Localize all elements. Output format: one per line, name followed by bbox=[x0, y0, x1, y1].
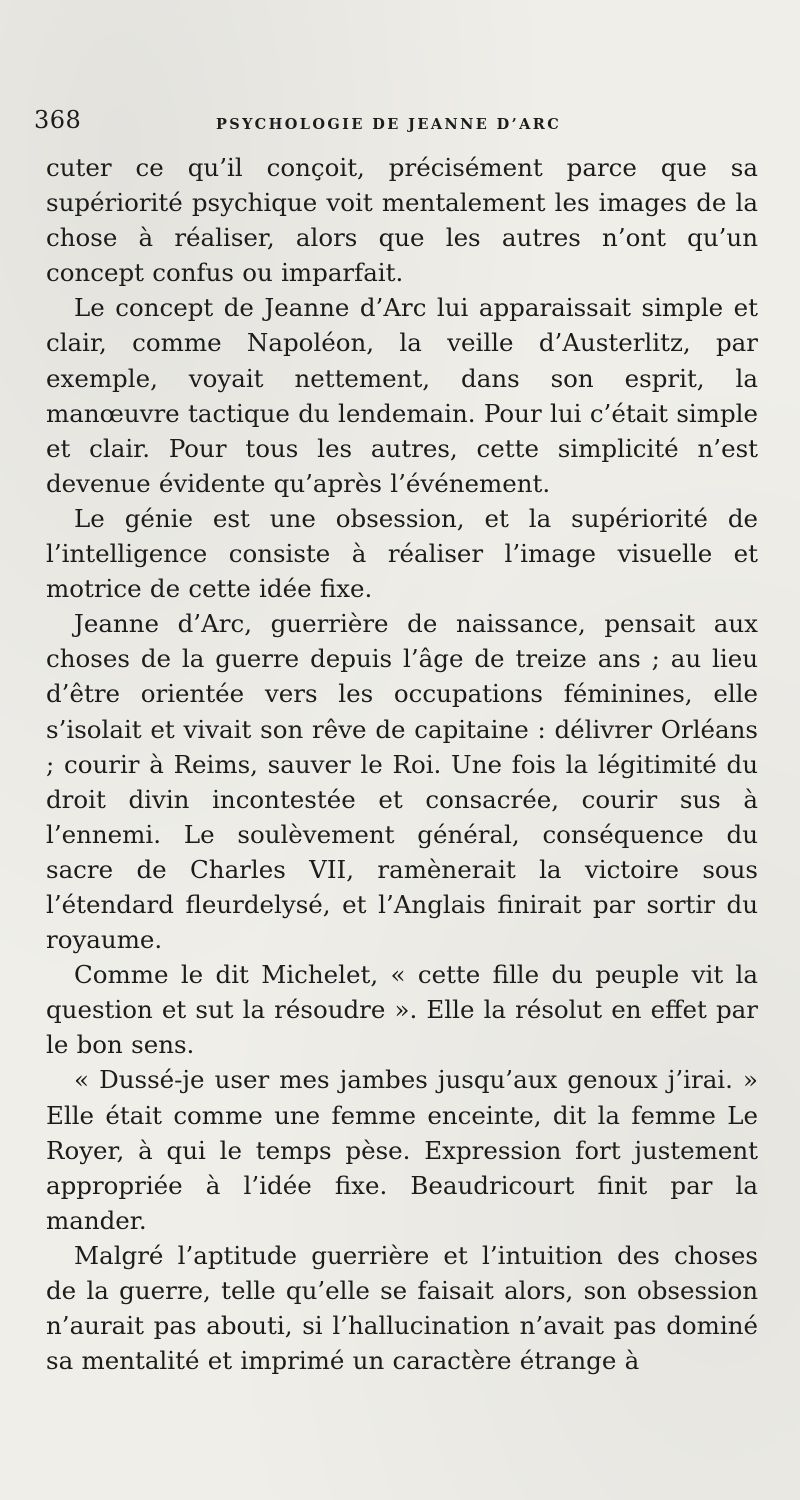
paragraph: « Dussé-je user mes jambes jusqu’aux genoux j’irai. » Elle était comme une femme enceinte, dit la femme Le Royer, à qui le temps pèse. Expression fort justement appropriée à l’idée fixe. Beaudricourt finit par la mander. bbox=[46, 1065, 758, 1235]
paragraph-continued: cuter ce qu’il conçoit, précisément parce que sa supériorité psychique voit mentalement les images de la chose à réaliser, alors que les autres n’ont qu’un concept confus ou imparfait. bbox=[46, 153, 758, 288]
page-number: 368 bbox=[34, 106, 82, 134]
running-head: PSYCHOLOGIE DE JEANNE D’ARC bbox=[216, 116, 562, 133]
body-text bbox=[46, 150, 758, 1378]
paragraph: Le génie est une obsession, et la supériorité de l’intelligence consiste à réaliser l’image visuelle et motrice de cette idée fixe. bbox=[46, 503, 758, 604]
page-header bbox=[34, 106, 762, 142]
paragraph: Jeanne d’Arc, guerrière de naissance, pensait aux choses de la guerre depuis l’âge de treize ans ; au lieu d’être orientée vers les occupations féminines, elle s’isolait et vivait son rêve de capitaine : délivrer Orléans ; courir à Reims, sauver le Roi. Une fois la légitimité du droit divin incontestée et consacrée, courir sus à l’ennemi. Le soulèvement général, conséquence du sacre de Charles VII, ramènerait la victoire sous l’étendard fleurdelysé, et l’Anglais finirait par sortir du royaume. bbox=[46, 609, 758, 955]
paragraph: Le concept de Jeanne d’Arc lui apparaissait simple et clair, comme Napoléon, la veille d’Austerlitz, par exemple, voyait nettement, dans son esprit, la manœuvre tactique du lendemain. Pour lui c’était simple et clair. Pour tous les autres, cette simplicité n’est devenue évidente qu’après l’événement. bbox=[46, 293, 758, 498]
paragraph: Comme le dit Michelet, « cette fille du peuple vit la question et sut la résoudre ». Elle la résolut en effet par le bon sens. bbox=[46, 960, 758, 1060]
paragraph: Malgré l’aptitude guerrière et l’intuition des choses de la guerre, telle qu’elle se faisait alors, son obsession n’aurait pas abouti, si l’hallucination n’avait pas dominé sa mentalité et imprimé un caractère étrange à bbox=[46, 1240, 758, 1376]
